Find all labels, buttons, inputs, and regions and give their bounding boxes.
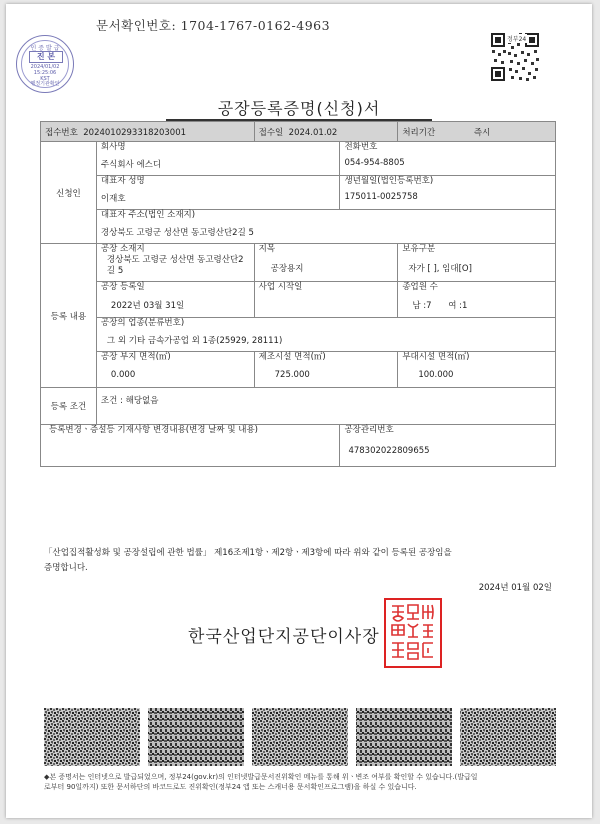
ownership: 자가 [ ], 임대[O] [398, 255, 556, 282]
auxiliary-area: 100.000 [398, 363, 556, 388]
conditions-section-label: 등록 조건 [41, 388, 97, 425]
footer-notice [44, 772, 556, 792]
receipt-date-label: 접수일 [258, 127, 284, 138]
representative-name-label: 대표자 성명 [96, 176, 340, 188]
footer-line-2: 로부터 90일까지) 또한 문서하단의 바코드로도 진위확인(정부24 앱 또는 스캐너용 문서확인프로그램)을 하실 수 있습니다. [44, 783, 417, 791]
representative-address: 경상북도 고령군 성산면 동고령산단2길 5 [96, 221, 555, 244]
registration-date-label: 공장 등록일 [96, 282, 254, 294]
management-number-label: 공장관리번호 [340, 425, 556, 437]
conditions-value: 조건 : 해당없음 [96, 388, 555, 425]
statement-line-1: 「산업집적활성화 및 공장설립에 관한 법률」 제16조제1항ㆍ제2항ㆍ제3항에 따라 위와 같이 등록된 공장임을 [44, 548, 452, 558]
certification-statement [44, 546, 554, 576]
birth-date: 175011-0025758 [340, 187, 556, 210]
industry-label: 공장의 업종(분류번호) [96, 318, 555, 330]
representative-name: 이재호 [96, 187, 340, 210]
employees-male: 남 :7 [412, 301, 432, 311]
manufacturing-area: 725.000 [254, 363, 398, 388]
registration-form-table [40, 121, 556, 467]
processing-period-label: 처리기간 [402, 127, 436, 138]
factory-location: 경상북도 고령군 성산면 동고령산단2길 5 [96, 255, 254, 282]
receipt-number: 2024010293318203001 [83, 127, 187, 138]
ownership-label: 보유구분 [398, 244, 556, 256]
factory-location-label: 공장 소재지 [96, 244, 254, 256]
changes-value [41, 436, 340, 467]
site-area-label: 공장 부지 면적(㎡) [96, 352, 254, 364]
applicant-section-label: 신청인 [41, 142, 97, 244]
processing-period-value: 즉시 [473, 127, 491, 138]
employees-label: 종업원 수 [398, 282, 556, 294]
registration-date: 2022년 03월 31일 [96, 293, 254, 318]
document-check-number: 문서확인번호: 1704-1767-0162-4963 [96, 18, 331, 33]
issue-date: 2024년 01월 02일 [478, 583, 552, 593]
footer-line-1: ◆본 증명서는 인터넷으로 발급되었으며, 정부24(gov.kr)의 인터넷발급문서진위확인 메뉴를 통해 위ㆍ변조 여부를 확인할 수 있습니다.(발급일 [44, 773, 478, 781]
employees-female: 여 :1 [448, 301, 468, 311]
processing-period-cell [398, 122, 556, 142]
receipt-date-cell [254, 122, 398, 142]
management-number: 478302022809655 [340, 436, 556, 467]
phone-number: 054-954-8805 [340, 153, 556, 176]
site-area: 0.000 [96, 363, 254, 388]
receipt-row [41, 122, 255, 142]
auxiliary-area-label: 부대시설 면적(㎡) [398, 352, 556, 364]
birth-date-label: 생년월일(법인등록번호) [340, 176, 556, 188]
authenticity-seal: 인 증 발 급 진 본 2024/01/02 15:25:06 KST 행정기관확인 [16, 35, 74, 93]
manufacturing-area-label: 제조시설 면적(㎡) [254, 352, 398, 364]
qr-label: 정부24 [507, 36, 527, 43]
document-title: 공장등록증명(신청)서 [217, 99, 381, 118]
company-name-label: 회사명 [96, 142, 340, 154]
security-barcode-strip [44, 708, 556, 766]
receipt-number-label: 접수번호 [45, 127, 78, 138]
receipt-date: 2024.01.02 [288, 127, 338, 138]
business-start-label: 사업 시작일 [254, 282, 398, 294]
industry: 그 외 기타 금속가공업 외 1종(25929, 28111) [96, 329, 555, 352]
company-name: 주식회사 에스디 [96, 153, 340, 176]
land-category: 공장용지 [254, 255, 398, 282]
issuer-name: 한국산업단지공단이사장 [188, 627, 380, 647]
changes-label: 등록변경ㆍ증설등 기재사항 변경내용(변경 날짜 및 내용) [41, 425, 340, 437]
business-start-date [254, 293, 398, 318]
representative-address-label: 대표자 주소(법인 소재지) [96, 210, 555, 222]
phone-label: 전화번호 [340, 142, 556, 154]
statement-line-2: 증명합니다. [44, 563, 88, 573]
certificate-page [6, 4, 592, 818]
land-category-label: 지목 [254, 244, 398, 256]
official-red-seal [384, 598, 442, 668]
employee-counts [398, 293, 556, 318]
registration-section-label: 등록 내용 [41, 244, 97, 388]
